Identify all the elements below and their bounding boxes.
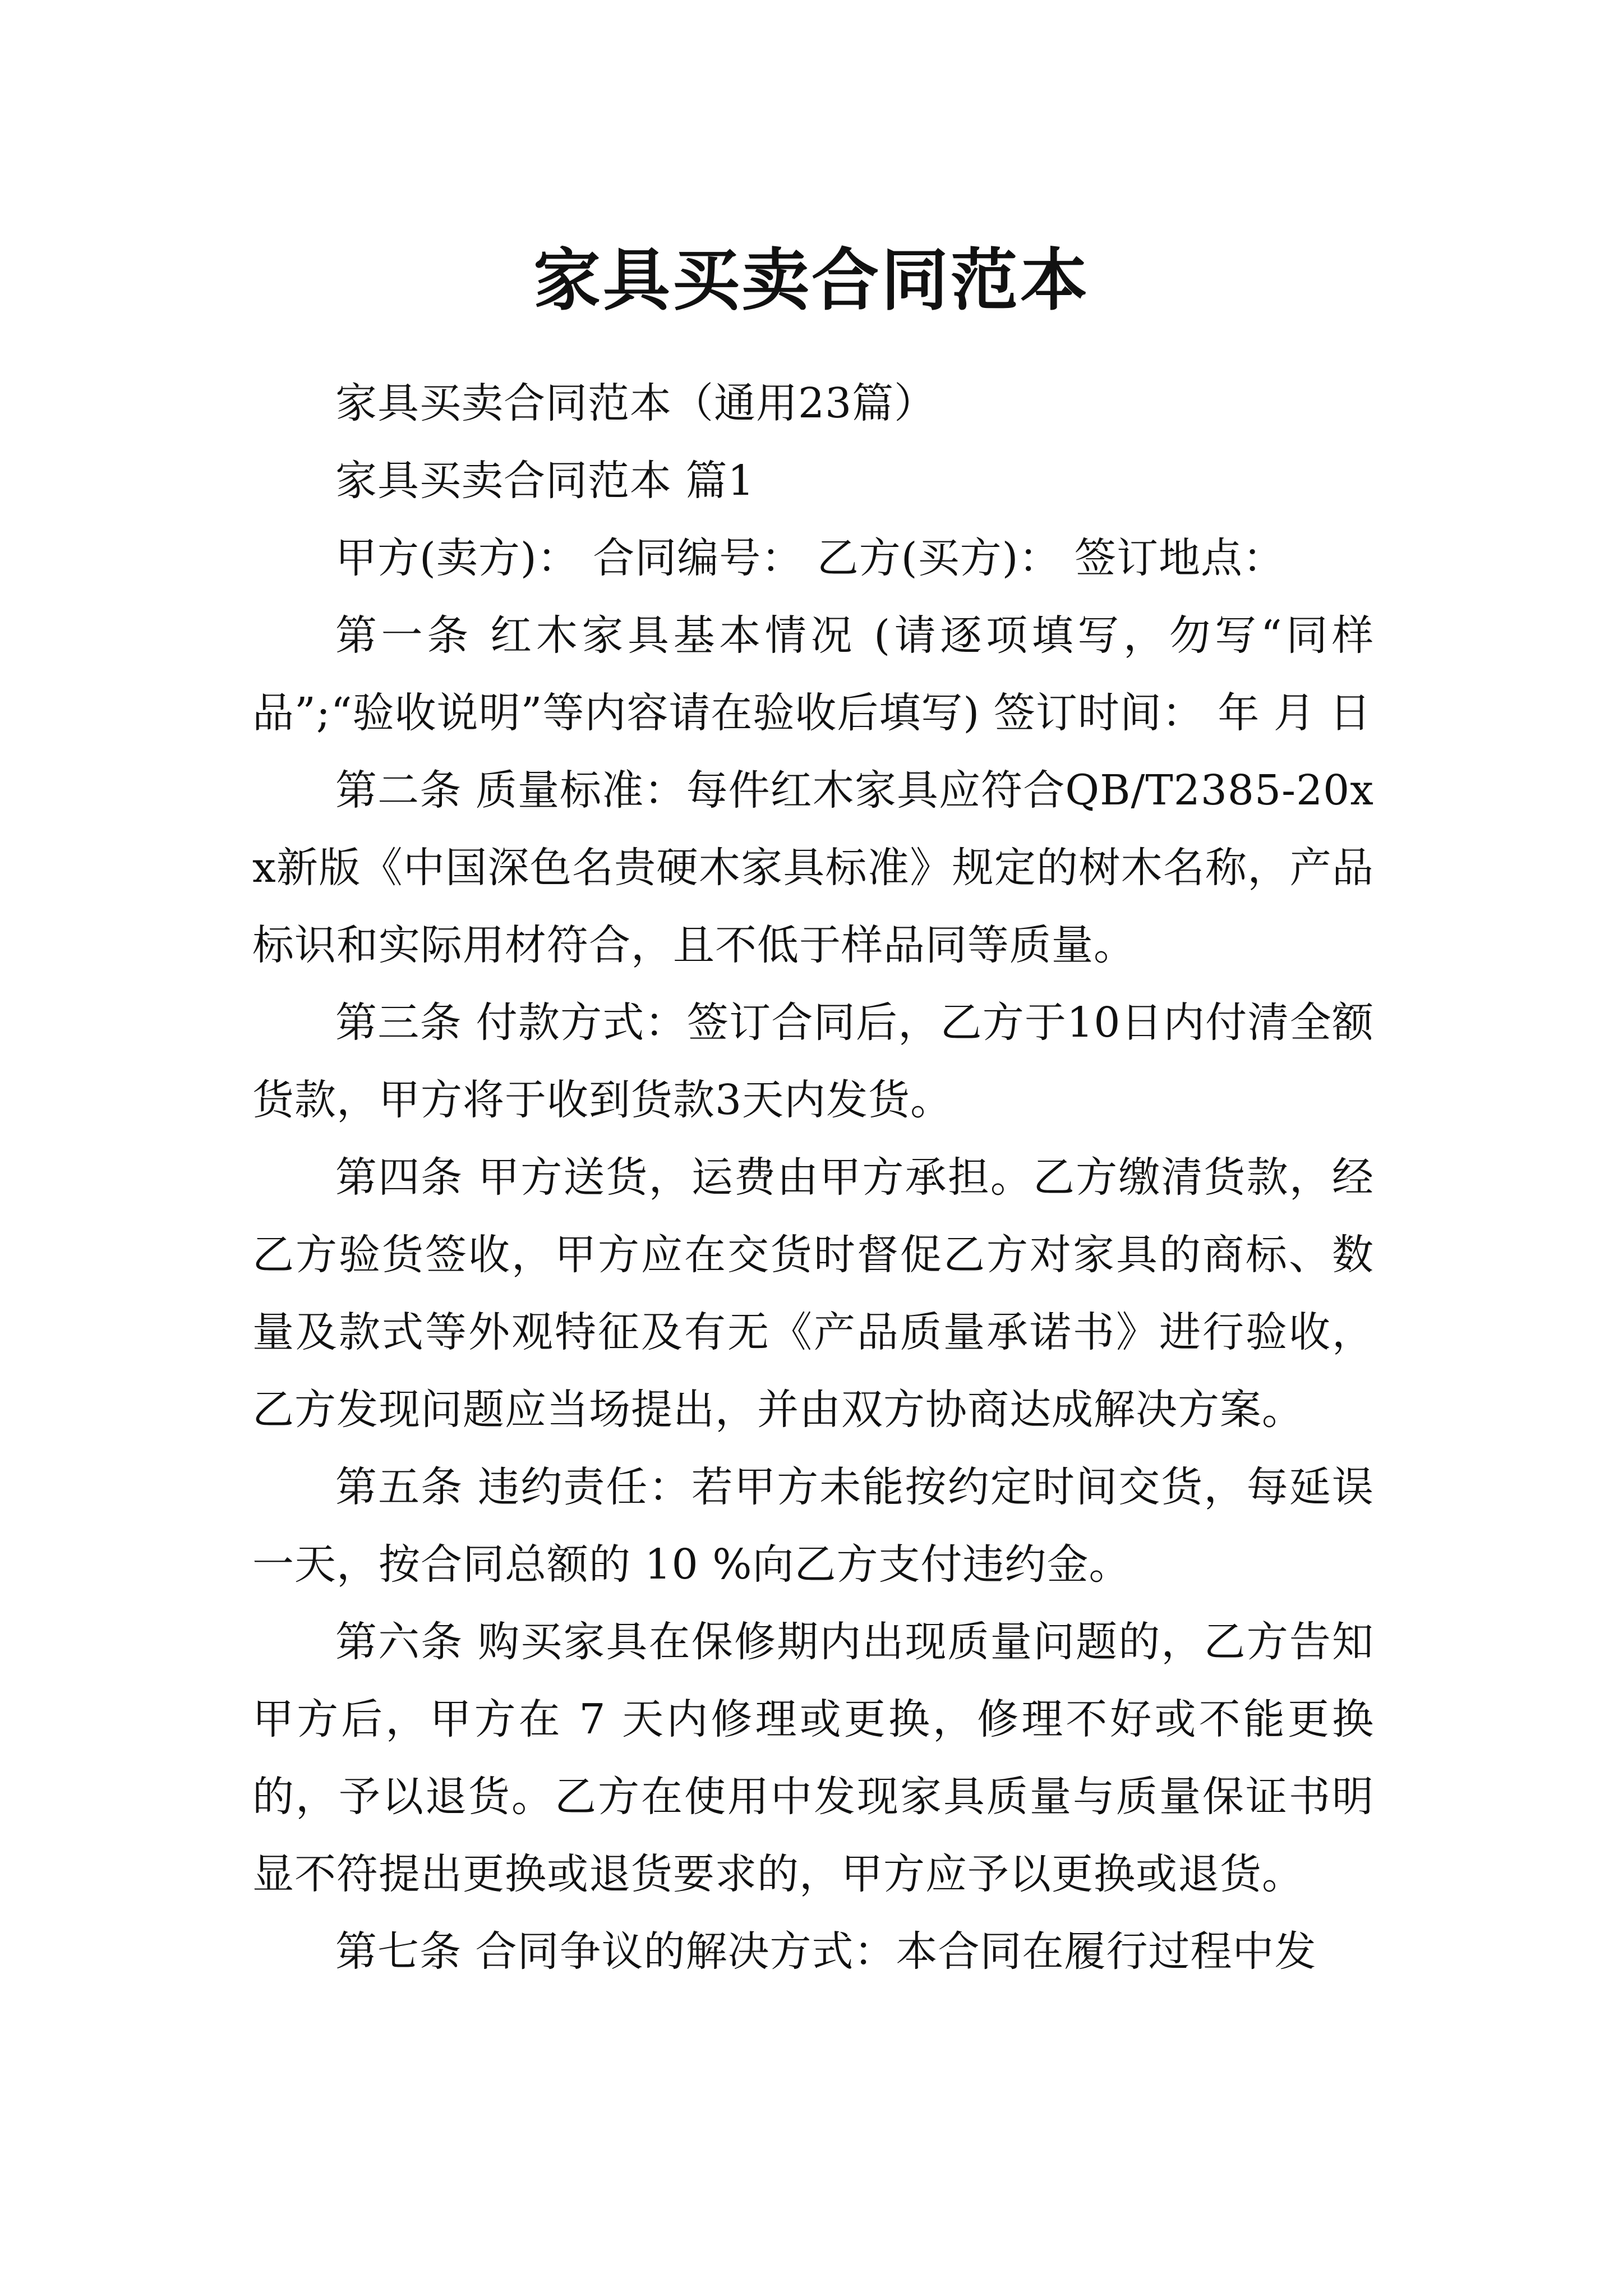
document-body (252, 365, 1374, 1990)
article-4: 第四条 甲方送货，运费由甲方承担。乙方缴清货款，经乙方验货签收，甲方应在交货时督促乙方对家具的商标、数量及款式等外观特征及有无《产品质量承诺书》进行验收，乙方发现问题应当场提出，并由双方协商达成解决方案。 (252, 1153, 1374, 1434)
article-5: 第五条 违约责任：若甲方未能按约定时间交货，每延误一天，按合同总额的 10 %向乙方支付违约金。 (252, 1463, 1374, 1589)
article-7: 第七条 合同争议的解决方式：本合同在履行过程中发 (335, 1927, 1317, 1976)
article-6: 第六条 购买家具在保修期内出现质量问题的，乙方告知甲方后，甲方在 7 天内修理或更换，修理不好或不能更换的，予以退货。乙方在使用中发现家具质量与质量保证书明显不符提出更换或退货要求的，甲方应予以更换或退货。 (252, 1618, 1374, 1898)
article-3: 第三条 付款方式：签订合同后，乙方于10日内付清全额货款，甲方将于收到货款3天内发货。 (252, 999, 1374, 1124)
document-title: 家具买卖合同范本 (533, 241, 1090, 320)
doc-subtitle: 家具买卖合同范本（通用23篇） (335, 379, 937, 427)
article-2: 第二条 质量标准：每件红木家具应符合QB/T2385-20xx新版《中国深色名贵硬木家具标准》规定的树木名称，产品标识和实际用材符合，且不低于样品同等质量。 (252, 766, 1374, 969)
article-1: 第一条 红木家具基本情况 (请逐项填写，勿写“同样品”;“验收说明”等内容请在验收后填写) 签订时间： 年 月 日 (252, 611, 1374, 737)
party-info-line: 甲方(卖方)： 合同编号： 乙方(买方)： 签订地点： (335, 534, 1285, 582)
section-heading: 家具买卖合同范本 篇1 (335, 457, 755, 505)
